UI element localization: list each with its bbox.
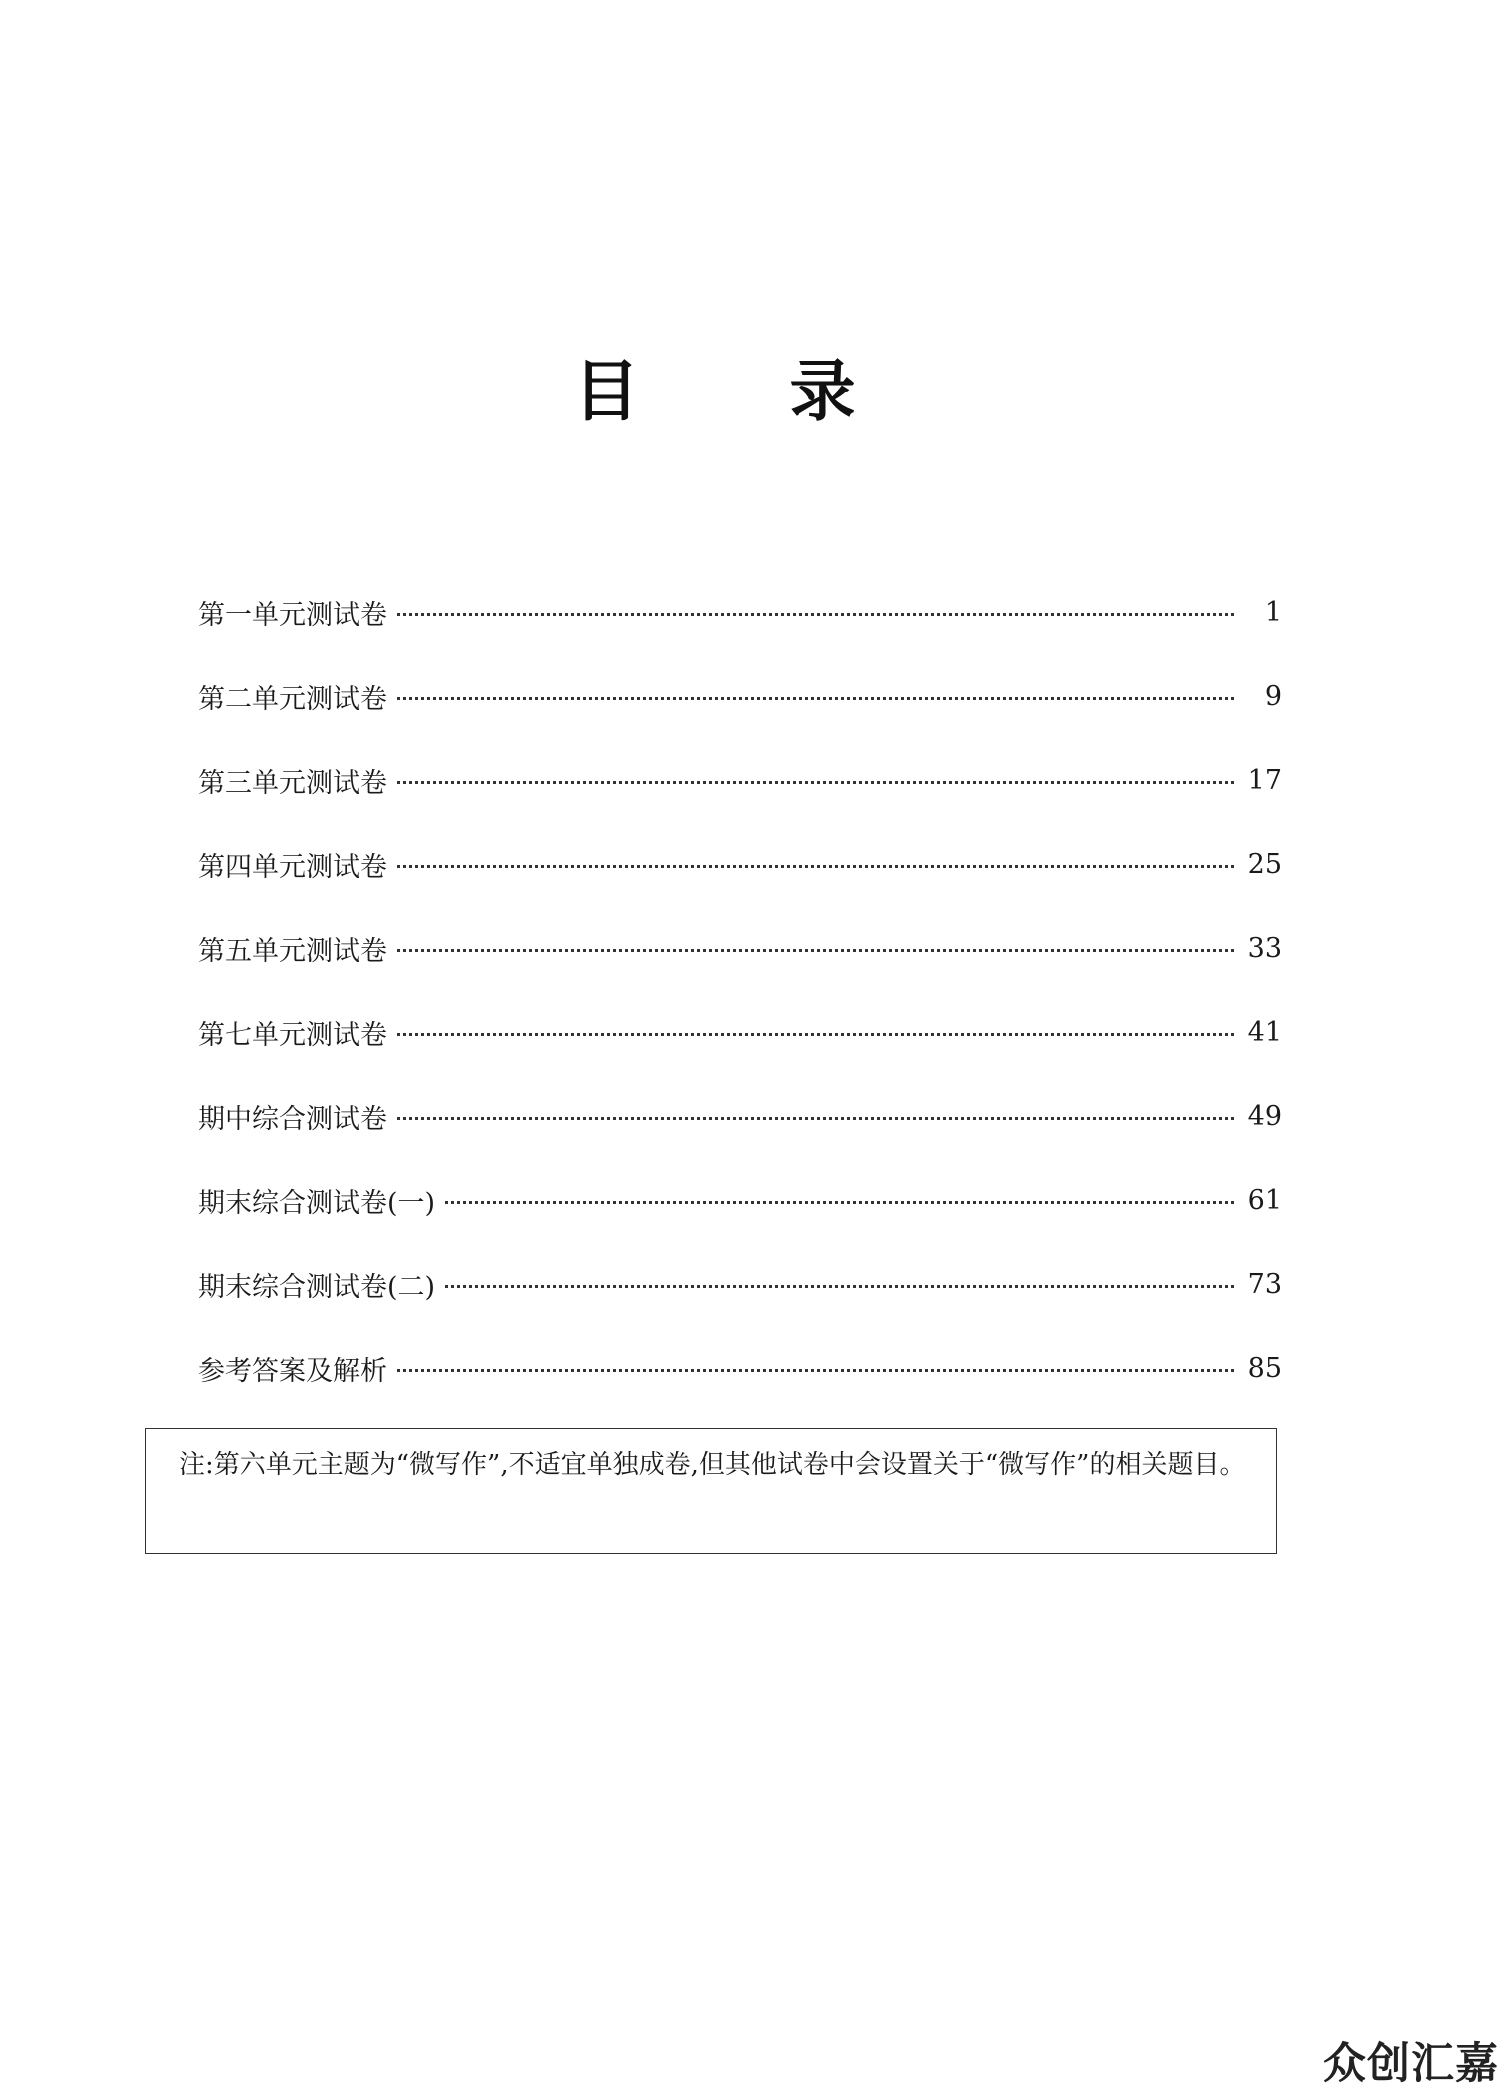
toc-entry-unit-1[interactable] <box>198 570 1282 654</box>
toc-entry-final-2[interactable] <box>198 1242 1282 1326</box>
toc-entry-page: 17 <box>1247 764 1282 796</box>
toc-entry-label: 第三单元测试卷 <box>198 767 387 799</box>
toc-entry-final-1[interactable] <box>198 1158 1282 1242</box>
toc-dot-leader <box>397 1033 1234 1036</box>
toc-entry-page: 49 <box>1247 1100 1282 1132</box>
publisher-watermark: 众创汇嘉 <box>1323 2039 1499 2089</box>
toc-dot-leader <box>445 1285 1234 1288</box>
toc-dot-leader <box>397 865 1234 868</box>
toc-entry-page: 9 <box>1264 680 1282 712</box>
table-of-contents <box>198 570 1282 1410</box>
toc-entry-page: 1 <box>1264 596 1282 628</box>
toc-entry-page: 61 <box>1247 1184 1282 1216</box>
toc-entry-page: 85 <box>1247 1352 1282 1384</box>
toc-dot-leader <box>397 613 1234 616</box>
toc-entry-label: 第一单元测试卷 <box>198 599 387 631</box>
toc-dot-leader <box>445 1201 1234 1204</box>
toc-entry-label: 第五单元测试卷 <box>198 935 387 967</box>
toc-entry-unit-2[interactable] <box>198 654 1282 738</box>
note-text: 注:第六单元主题为“微写作”,不适宜单独成卷,但其他试卷中会设置关于“微写作”的相关题目。 <box>179 1450 1246 1480</box>
toc-entry-unit-3[interactable] <box>198 738 1282 822</box>
toc-entry-unit-7[interactable] <box>198 990 1282 1074</box>
toc-dot-leader <box>397 697 1234 700</box>
toc-dot-leader <box>397 1117 1234 1120</box>
toc-entry-unit-5[interactable] <box>198 906 1282 990</box>
toc-entry-label: 参考答案及解析 <box>198 1355 387 1387</box>
toc-entry-unit-4[interactable] <box>198 822 1282 906</box>
toc-entry-midterm[interactable] <box>198 1074 1282 1158</box>
toc-entry-label: 第二单元测试卷 <box>198 683 387 715</box>
page-title-char-2: 录 <box>789 353 856 430</box>
page-title <box>0 352 1429 432</box>
toc-entry-page: 25 <box>1247 848 1282 880</box>
note-box <box>145 1428 1277 1554</box>
toc-entry-page: 73 <box>1247 1268 1282 1300</box>
toc-dot-leader <box>397 1369 1234 1372</box>
toc-entry-label: 第七单元测试卷 <box>198 1019 387 1051</box>
toc-entry-answers[interactable] <box>198 1326 1282 1410</box>
toc-entry-label: 第四单元测试卷 <box>198 851 387 883</box>
toc-dot-leader <box>397 949 1234 952</box>
toc-entry-page: 41 <box>1247 1016 1282 1048</box>
toc-entry-page: 33 <box>1247 932 1282 964</box>
page-title-char-1: 目 <box>573 353 640 430</box>
toc-entry-label: 期末综合测试卷(二) <box>198 1271 436 1303</box>
toc-entry-label: 期中综合测试卷 <box>198 1103 387 1135</box>
toc-dot-leader <box>397 781 1234 784</box>
toc-entry-label: 期末综合测试卷(一) <box>198 1187 436 1219</box>
